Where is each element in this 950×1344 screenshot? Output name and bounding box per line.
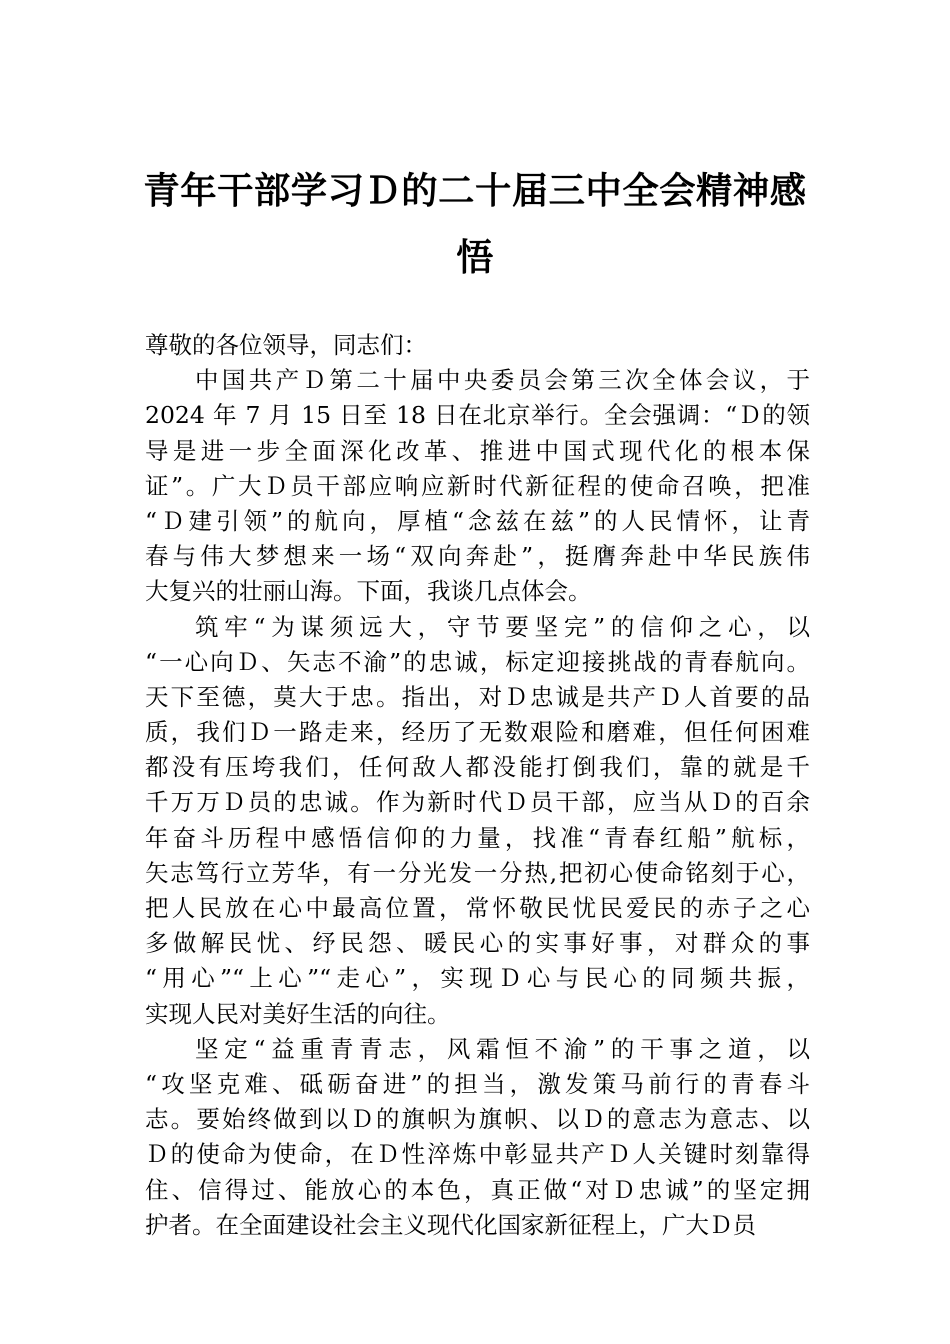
- paragraph-line: 都没有压垮我们，任何敌人都没能打倒我们，靠的就是千: [145, 753, 810, 782]
- paragraph-line: 导是进一步全面深化改革、推进中国式现代化的根本保: [145, 436, 810, 465]
- paragraph-line: 矢志笃行立芳华，有一分光发一分热,把初心使命铭刻于心，: [145, 858, 810, 887]
- paragraph-line: 护者。在全面建设社会主义现代化国家新征程上，广大Ｄ员: [145, 1210, 756, 1239]
- document-title: [140, 158, 810, 290]
- paragraph-line: 春与伟大梦想来一场“双向奔赴”，挺膺奔赴中华民族伟: [145, 542, 810, 571]
- title-line-2: 悟: [456, 235, 494, 279]
- paragraph-line: 天下至德，莫大于忠。指出，对Ｄ忠诚是共产Ｄ人首要的品: [145, 682, 810, 711]
- paragraph-line: 千万万Ｄ员的忠诚。作为新时代Ｄ员干部，应当从Ｄ的百余: [145, 788, 810, 817]
- paragraph-line: 把人民放在心中最高位置，常怀敬民忧民爱民的赤子之心: [145, 894, 810, 922]
- paragraph-line: “Ｄ建引领”的航向，厚植“念兹在兹”的人民情怀，让青: [145, 506, 810, 535]
- paragraph-line: “攻坚克难、砥砺奋进”的担当，激发策马前行的青春斗: [145, 1069, 810, 1098]
- salutation: 尊敬的各位领导，同志们：: [145, 331, 427, 359]
- paragraph-line: “用心”“上心”“走心”，实现Ｄ心与民心的同频共振，: [145, 964, 810, 993]
- paragraph-line: 证”。广大Ｄ员干部应响应新时代新征程的使命召唤，把准: [145, 471, 810, 500]
- paragraph-line: 住、信得过、能放心的本色，真正做“对Ｄ忠诚”的坚定拥: [145, 1175, 810, 1204]
- paragraph-line: Ｄ的使命为使命，在Ｄ性淬炼中彰显共产Ｄ人关键时刻靠得: [145, 1140, 810, 1169]
- paragraph-line: 筑牢“为谋须远大，守节要坚完”的信仰之心，以: [195, 612, 810, 641]
- document-body: [145, 328, 810, 1243]
- paragraph-line: 大复兴的壮丽山海。下面，我谈几点体会。: [145, 577, 592, 606]
- paragraph-line: 志。要始终做到以Ｄ的旗帜为旗帜、以Ｄ的意志为意志、以: [145, 1105, 810, 1134]
- paragraph-line: 多做解民忧、纾民怨、暖民心的实事好事，对群众的事: [145, 929, 810, 958]
- paragraph-line: 年奋斗历程中感悟信仰的力量，找准“青春红船”航标，: [145, 823, 810, 852]
- paragraph: [145, 1032, 810, 1243]
- title-line-1: 青年干部学习Ｄ的二十届三中全会精神感: [143, 169, 807, 212]
- paragraph-line: 质，我们Ｄ一路走来，经历了无数艰险和磨难，但任何困难: [145, 718, 810, 747]
- paragraph-line: “一心向Ｄ、矢志不渝”的忠诚，标定迎接挑战的青春航向。: [145, 647, 810, 676]
- paragraph-line: 2024 年 7 月 15 日至 18 日在北京举行。全会强调：“Ｄ的领: [145, 401, 810, 430]
- paragraph-line: 中国共产Ｄ第二十届中央委员会第三次全体会议，于: [195, 366, 810, 395]
- paragraph: [145, 610, 810, 1032]
- paragraph-line: 坚定“益重青青志，风霜恒不渝”的干事之道，以: [195, 1034, 810, 1063]
- paragraph-line: 实现人民对美好生活的向往。: [145, 999, 451, 1028]
- paragraph: [145, 363, 810, 609]
- paragraphs: [145, 363, 810, 1243]
